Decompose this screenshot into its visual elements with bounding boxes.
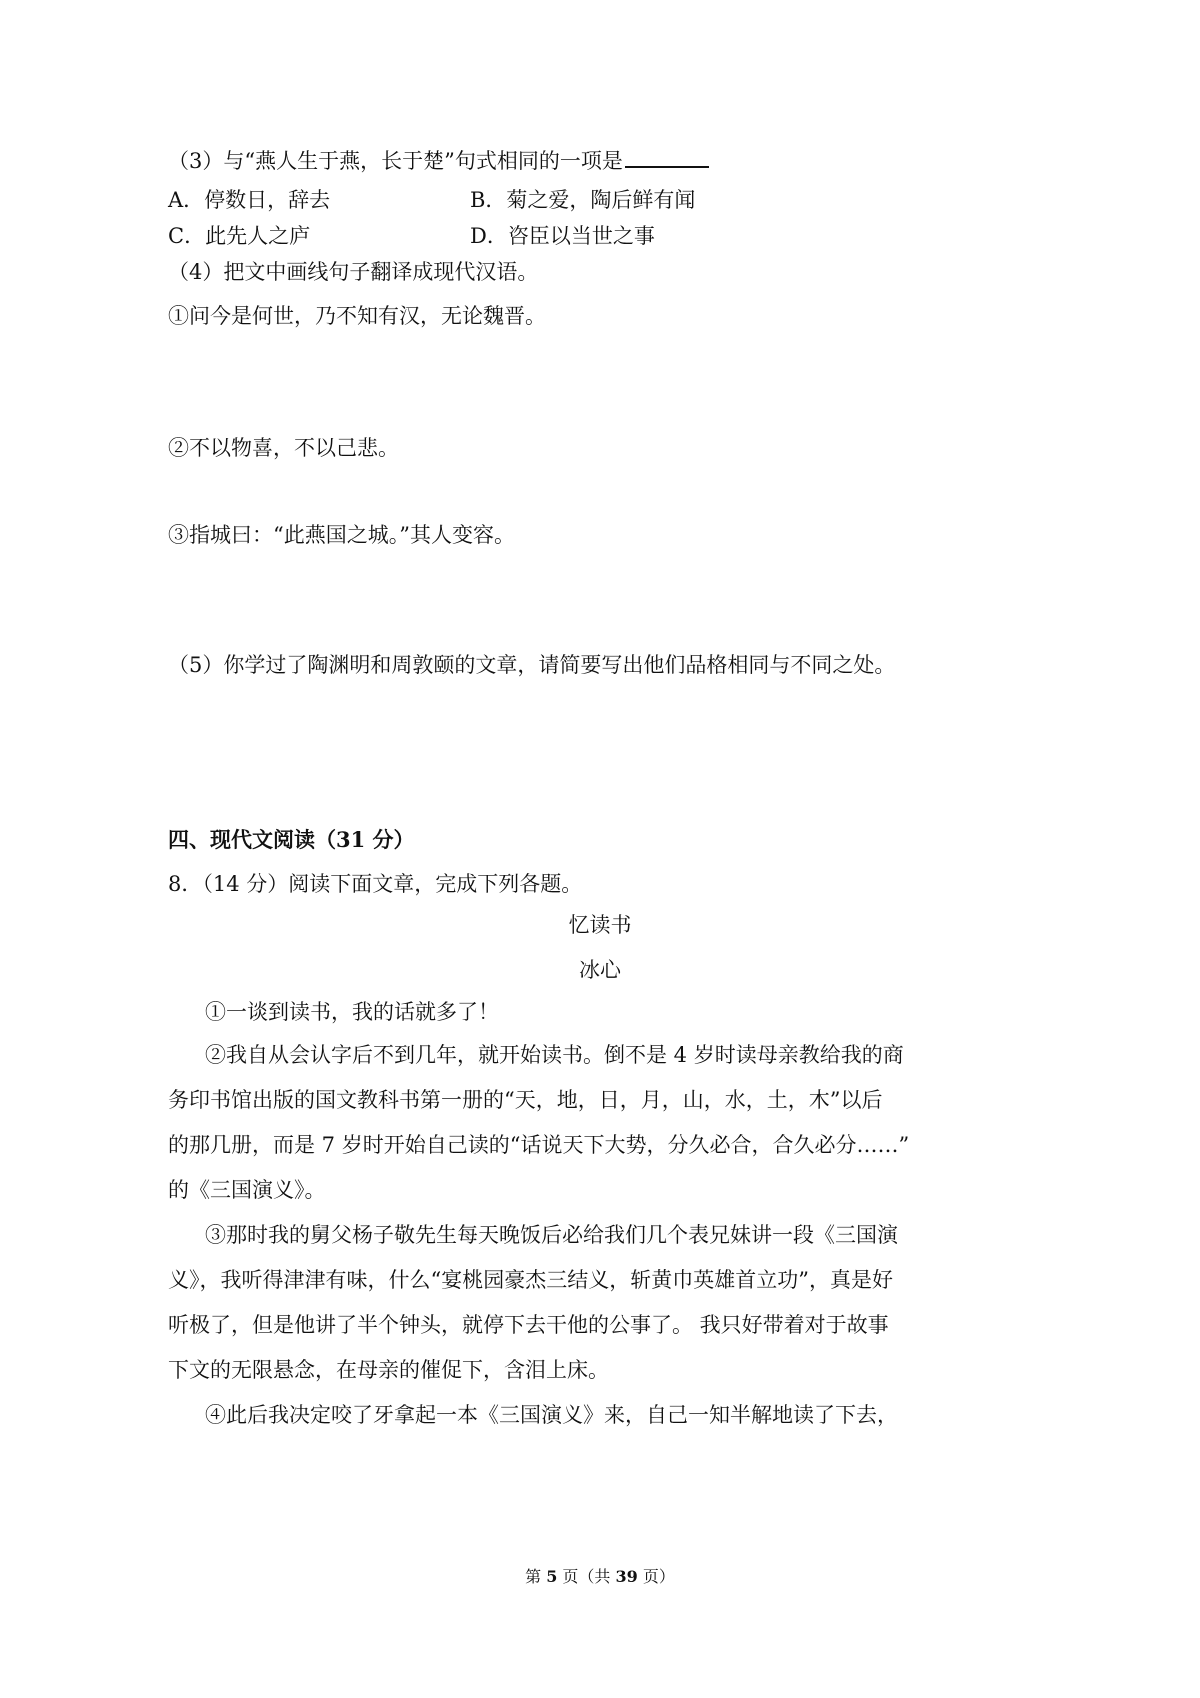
footer-total-pages: 39 [615, 1567, 638, 1586]
answer-blank [625, 146, 709, 168]
paragraph-line: 义》，我听得津津有味，什么“宴桃园豪杰三结义，斩黄巾英雄首立功”，真是好 [168, 1268, 893, 1292]
page-footer [0, 1566, 1200, 1588]
q4-prompt: （4）把文中画线句子翻译成现代汉语。 [168, 260, 539, 284]
q8-prompt: 8．（14 分）阅读下面文章，完成下列各题。 [168, 872, 583, 896]
article-title: 忆读书 [568, 913, 632, 937]
q3-option-a: A．停数日，辞去 [168, 188, 331, 212]
paragraph-line: ④此后我决定咬了牙拿起一本《三国演义》来，自己一知半解地读了下去， [205, 1403, 898, 1427]
article-paragraph-4 [184, 1393, 1034, 1438]
q3-prompt [168, 146, 709, 176]
q3-option-d: D．咨臣以当世之事 [470, 224, 655, 248]
q3-option-b: B．菊之爱，陶后鲜有闻 [470, 188, 696, 212]
article-paragraph-3 [168, 1213, 1034, 1393]
paragraph-line: 务印书馆出版的国文教科书第一册的“天，地，日，月，山，水，土，木”以后 [168, 1088, 883, 1112]
q5-prompt: （5）你学过了陶渊明和周敦颐的文章，请简要写出他们品格相同与不同之处。 [168, 653, 896, 677]
paragraph-line: 的那几册，而是 7 岁时开始自己读的“话说天下大势，分久必合，合久必分……” [168, 1133, 910, 1157]
q4-item-3: ③指城曰：“此燕国之城。”其人变容。 [168, 523, 515, 547]
footer-suffix: 页） [642, 1567, 675, 1586]
article-paragraph-1 [205, 990, 1055, 1035]
paragraph-line: 听极了，但是他讲了半个钟头，就停下去干他的公事了。 我只好带着对于故事 [168, 1313, 889, 1337]
footer-prefix: 第 [525, 1567, 542, 1586]
q4-item-1: ①问今是何世，乃不知有汉，无论魏晋。 [168, 304, 546, 328]
paragraph-line: ①一谈到读书，我的话就多了！ [205, 1000, 499, 1024]
section-title: 四、现代文阅读（31 分） [168, 827, 415, 852]
paragraph-line: ②我自从会认字后不到几年，就开始读书。倒不是 4 岁时读母亲教给我的商 [205, 1043, 904, 1067]
paragraph-line: ③那时我的舅父杨子敬先生每天晚饭后必给我们几个表兄妹讲一段《三国演 [205, 1223, 898, 1247]
article-author: 冰心 [579, 958, 621, 982]
q3-option-c: C．此先人之庐 [168, 224, 311, 248]
q3-prompt-text: （3）与“燕人生于燕，长于楚”句式相同的一项是 [168, 149, 623, 173]
paragraph-line: 的《三国演义》。 [168, 1178, 326, 1202]
q4-item-2: ②不以物喜，不以己悲。 [168, 436, 399, 460]
paragraph-line: 下文的无限悬念，在母亲的催促下，含泪上床。 [168, 1358, 609, 1382]
article-paragraph-2 [168, 1033, 1034, 1213]
footer-page-number: 5 [546, 1567, 558, 1586]
footer-middle: 页（共 [562, 1567, 611, 1586]
